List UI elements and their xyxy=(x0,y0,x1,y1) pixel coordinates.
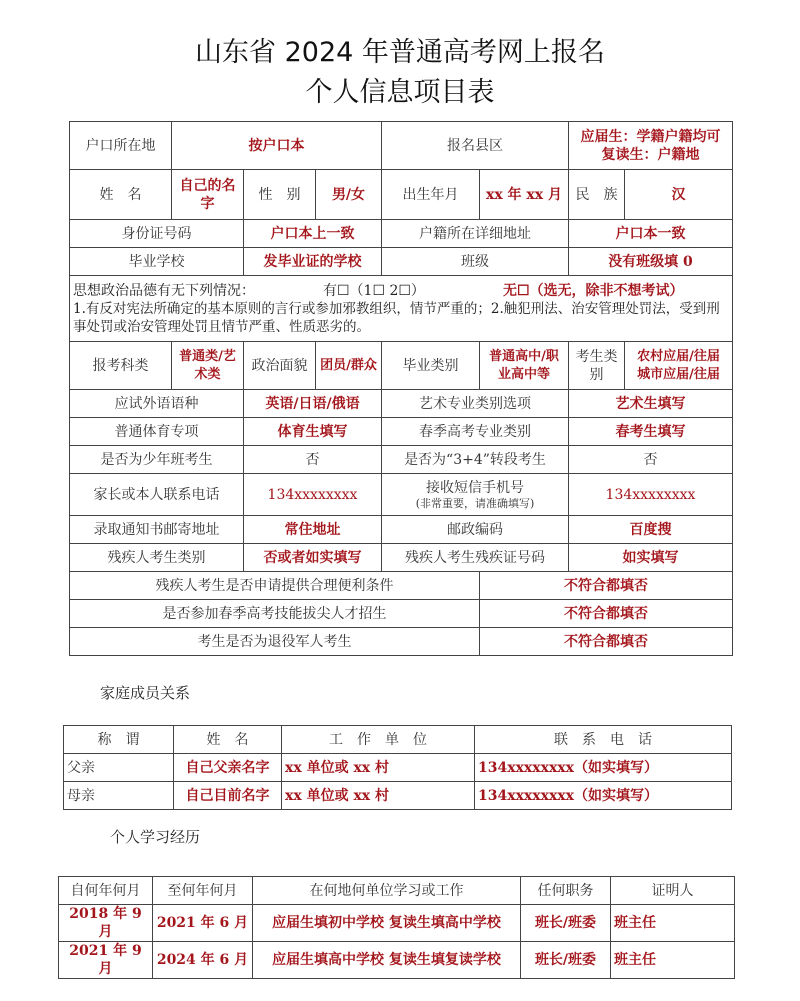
page-subtitle: 个人信息项目表 xyxy=(305,77,495,108)
name-value: 自己的名字 xyxy=(172,170,244,220)
sms-value: 134xxxxxxxx xyxy=(569,474,733,516)
gender-value: 男/女 xyxy=(316,170,382,220)
name-label: 姓 名 xyxy=(70,170,172,220)
family-header-work: 工 作 单 位 xyxy=(282,726,475,754)
dis-cert-value: 如实填写 xyxy=(569,544,733,572)
study-header-role: 任何职务 xyxy=(521,877,611,905)
veteran-label: 考生是否为退役军人考生 xyxy=(70,628,480,656)
study-section-title: 个人学习经历 xyxy=(110,828,201,846)
hukou-label: 户口所在地 xyxy=(70,122,172,170)
county-label: 报名县区 xyxy=(382,122,569,170)
dis-apply-value: 不符合都填否 xyxy=(480,572,733,600)
class-value: 没有班级填 0 xyxy=(569,248,733,276)
art-value: 艺术生填写 xyxy=(569,390,733,418)
page-title: 山东省 2024 年普通高考网上报名 xyxy=(195,37,605,68)
school-label: 毕业学校 xyxy=(70,248,244,276)
subject-value: 普通类/艺术类 xyxy=(172,342,244,390)
type-label: 考生类 别 xyxy=(569,342,625,390)
spring-value: 春考生填写 xyxy=(569,418,733,446)
family-header-title: 称 谓 xyxy=(64,726,174,754)
study-table xyxy=(58,876,735,979)
mail-value: 常住地址 xyxy=(244,516,382,544)
dis-apply-label: 残疾人考生是否申请提供合理便利条件 xyxy=(70,572,480,600)
study-header-witness: 证明人 xyxy=(611,877,735,905)
ethnic-label: 民 族 xyxy=(569,170,625,220)
id-label: 身份证号码 xyxy=(70,220,244,248)
subject-label: 报考科类 xyxy=(70,342,172,390)
grad-label: 毕业类别 xyxy=(382,342,480,390)
addr-label: 户籍所在详细地址 xyxy=(382,220,569,248)
class-label: 班级 xyxy=(382,248,569,276)
art-label: 艺术专业类别选项 xyxy=(382,390,569,418)
dis-label: 残疾人考生类别 xyxy=(70,544,244,572)
table-row: 2018 年 9 月 2021 年 6 月 应届生填初中学校 复读生填高中学校 班长/班委 班主任 xyxy=(59,905,735,942)
three4-value: 否 xyxy=(569,446,733,474)
zip-label: 邮政编码 xyxy=(382,516,569,544)
phone-value: 134xxxxxxxx xyxy=(244,474,382,516)
talent-value: 不符合都填否 xyxy=(480,600,733,628)
table-row: 父亲 自己父亲名字 xx 单位或 xx 村 134xxxxxxxx（如实填写） xyxy=(64,754,732,782)
lang-label: 应试外语语种 xyxy=(70,390,244,418)
pe-value: 体育生填写 xyxy=(244,418,382,446)
sms-label: 接收短信手机号 (非常重要，请准确填写) xyxy=(382,474,569,516)
family-table xyxy=(63,725,732,810)
id-value: 户口本上一致 xyxy=(244,220,382,248)
birth-value: xx 年 xx 月 xyxy=(480,170,569,220)
study-header-to: 至何年何月 xyxy=(153,877,253,905)
study-header-place: 在何地何单位学习或工作 xyxy=(253,877,521,905)
birth-label: 出生年月 xyxy=(382,170,480,220)
political-cell: 思想政治品德有无下列情况： 有☐（1☐ 2☐） 无☐（选无，除非不想考试） 1.有反对宪法所确定的基本原则的言行或参加邪教组织，情节严重的；2.触犯刑法、治安管理处罚法，受到刑事处罚或治安管理处罚且情节严重、性质恶劣的。 xyxy=(70,276,733,342)
family-section-title: 家庭成员关系 xyxy=(100,684,191,702)
pe-label: 普通体育专项 xyxy=(70,418,244,446)
table-row: 2021 年 9 月 2024 年 6 月 应届生填高中学校 复读生填复读学校 班长/班委 班主任 xyxy=(59,942,735,979)
gender-label: 性 别 xyxy=(244,170,316,220)
dis-cert-label: 残疾人考生残疾证号码 xyxy=(382,544,569,572)
veteran-value: 不符合都填否 xyxy=(480,628,733,656)
party-value: 团员/群众 xyxy=(316,342,382,390)
study-header-from: 自何年何月 xyxy=(59,877,153,905)
party-label: 政治面貌 xyxy=(244,342,316,390)
table-row: 母亲 自己目前名字 xx 单位或 xx 村 134xxxxxxxx（如实填写） xyxy=(64,782,732,810)
three4-label: 是否为“3+4”转段考生 xyxy=(382,446,569,474)
grad-value: 普通高中/职 业高中等 xyxy=(480,342,569,390)
lang-value: 英语/日语/俄语 xyxy=(244,390,382,418)
family-header-phone: 联 系 电 话 xyxy=(475,726,732,754)
spring-label: 春季高考专业类别 xyxy=(382,418,569,446)
phone-label: 家长或本人联系电话 xyxy=(70,474,244,516)
county-value: 应届生：学籍户籍均可 复读生：户籍地 xyxy=(569,122,733,170)
ethnic-value: 汉 xyxy=(625,170,733,220)
family-header-name: 姓 名 xyxy=(174,726,282,754)
youth-value: 否 xyxy=(244,446,382,474)
dis-value: 否或者如实填写 xyxy=(244,544,382,572)
mail-label: 录取通知书邮寄地址 xyxy=(70,516,244,544)
talent-label: 是否参加春季高考技能拔尖人才招生 xyxy=(70,600,480,628)
type-value: 农村应届/往届 城市应届/往届 xyxy=(625,342,733,390)
hukou-value: 按户口本 xyxy=(172,122,382,170)
youth-label: 是否为少年班考生 xyxy=(70,446,244,474)
zip-value: 百度搜 xyxy=(569,516,733,544)
addr-value: 户口本一致 xyxy=(569,220,733,248)
school-value: 发毕业证的学校 xyxy=(244,248,382,276)
info-table xyxy=(69,121,733,656)
